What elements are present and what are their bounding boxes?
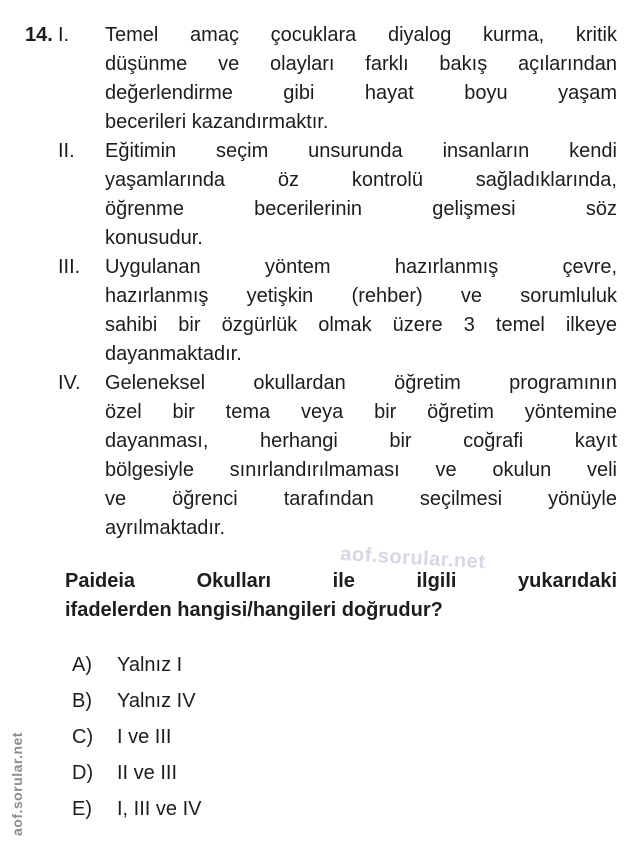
text-line: dayanmaktadır. [105,343,242,365]
answer-option [72,791,412,827]
statement-lines [105,253,617,369]
text-line: Eğitimin seçim unsurunda insanların kendi [105,140,617,162]
text-line: düşünme ve olayları farklı bakış açılarından [105,53,617,75]
option-text: Yalnız I [117,653,183,676]
text-line: özel bir tema veya bir öğretim yöntemine [105,401,617,423]
text-line: ve öğrenci tarafından seçilmesi yönüyle [105,488,617,510]
text-line: ifadelerden hangisi/hangileri doğrudur? [65,599,443,621]
option-letter: C) [72,725,94,748]
statement [58,253,617,369]
statement [58,21,617,137]
text-line: konusudur. [105,227,203,249]
text-line: dayanması, herhangi bir coğrafi kayıt [105,430,617,452]
statement-numeral: IV. [58,372,81,394]
text-line: ayrılmaktadır. [105,517,226,539]
option-letter: A) [72,653,92,676]
statement-lines [105,21,617,137]
option-text: Yalnız IV [117,689,196,712]
text-line: yaşamlarında öz kontrolü sağladıklarında, [105,169,617,191]
statement-lines [105,137,617,253]
text-line: Temel amaç çocuklara diyalog kurma, kritik [105,24,617,46]
statement-numeral: II. [58,140,75,162]
text-line: öğrenme becerilerinin gelişmesi söz [105,198,617,220]
answer-options [72,647,412,827]
answer-option [72,683,412,719]
text-line: becerileri kazandırmaktır. [105,111,329,133]
statement-numeral: III. [58,256,81,278]
statement-numeral: I. [58,24,70,46]
text-line: bölgesiyle sınırlandırılmaması ve okulun veli [105,459,617,481]
answer-option [72,755,412,791]
option-text: II ve III [117,761,178,784]
text-line: değerlendirme gibi hayat boyu yaşam [105,82,617,104]
question-stem [65,567,617,625]
watermark-center: aof.sorular.net [339,543,487,574]
answer-option [72,719,412,755]
option-text: I ve III [117,725,172,748]
statement-list [58,21,617,543]
watermark-left-vertical: aof.sorular.net [9,732,25,836]
statement [58,369,617,543]
option-letter: E) [72,797,92,820]
option-letter: D) [72,761,94,784]
question-number: 14. [25,24,53,46]
text-line: Paideia Okulları ile ilgili yukarıdaki [65,570,617,592]
option-text: I, III ve IV [117,797,202,820]
statement [58,137,617,253]
option-letter: B) [72,689,92,712]
statement-lines [105,369,617,543]
answer-option [72,647,412,683]
text-line: hazırlanmış yetişkin (rehber) ve sorumluluk [105,285,617,307]
text-line: Uygulanan yöntem hazırlanmış çevre, [105,256,617,278]
text-line: sahibi bir özgürlük olmak üzere 3 temel ilkeye [105,314,617,336]
text-line: Geleneksel okullardan öğretim programının [105,372,617,394]
